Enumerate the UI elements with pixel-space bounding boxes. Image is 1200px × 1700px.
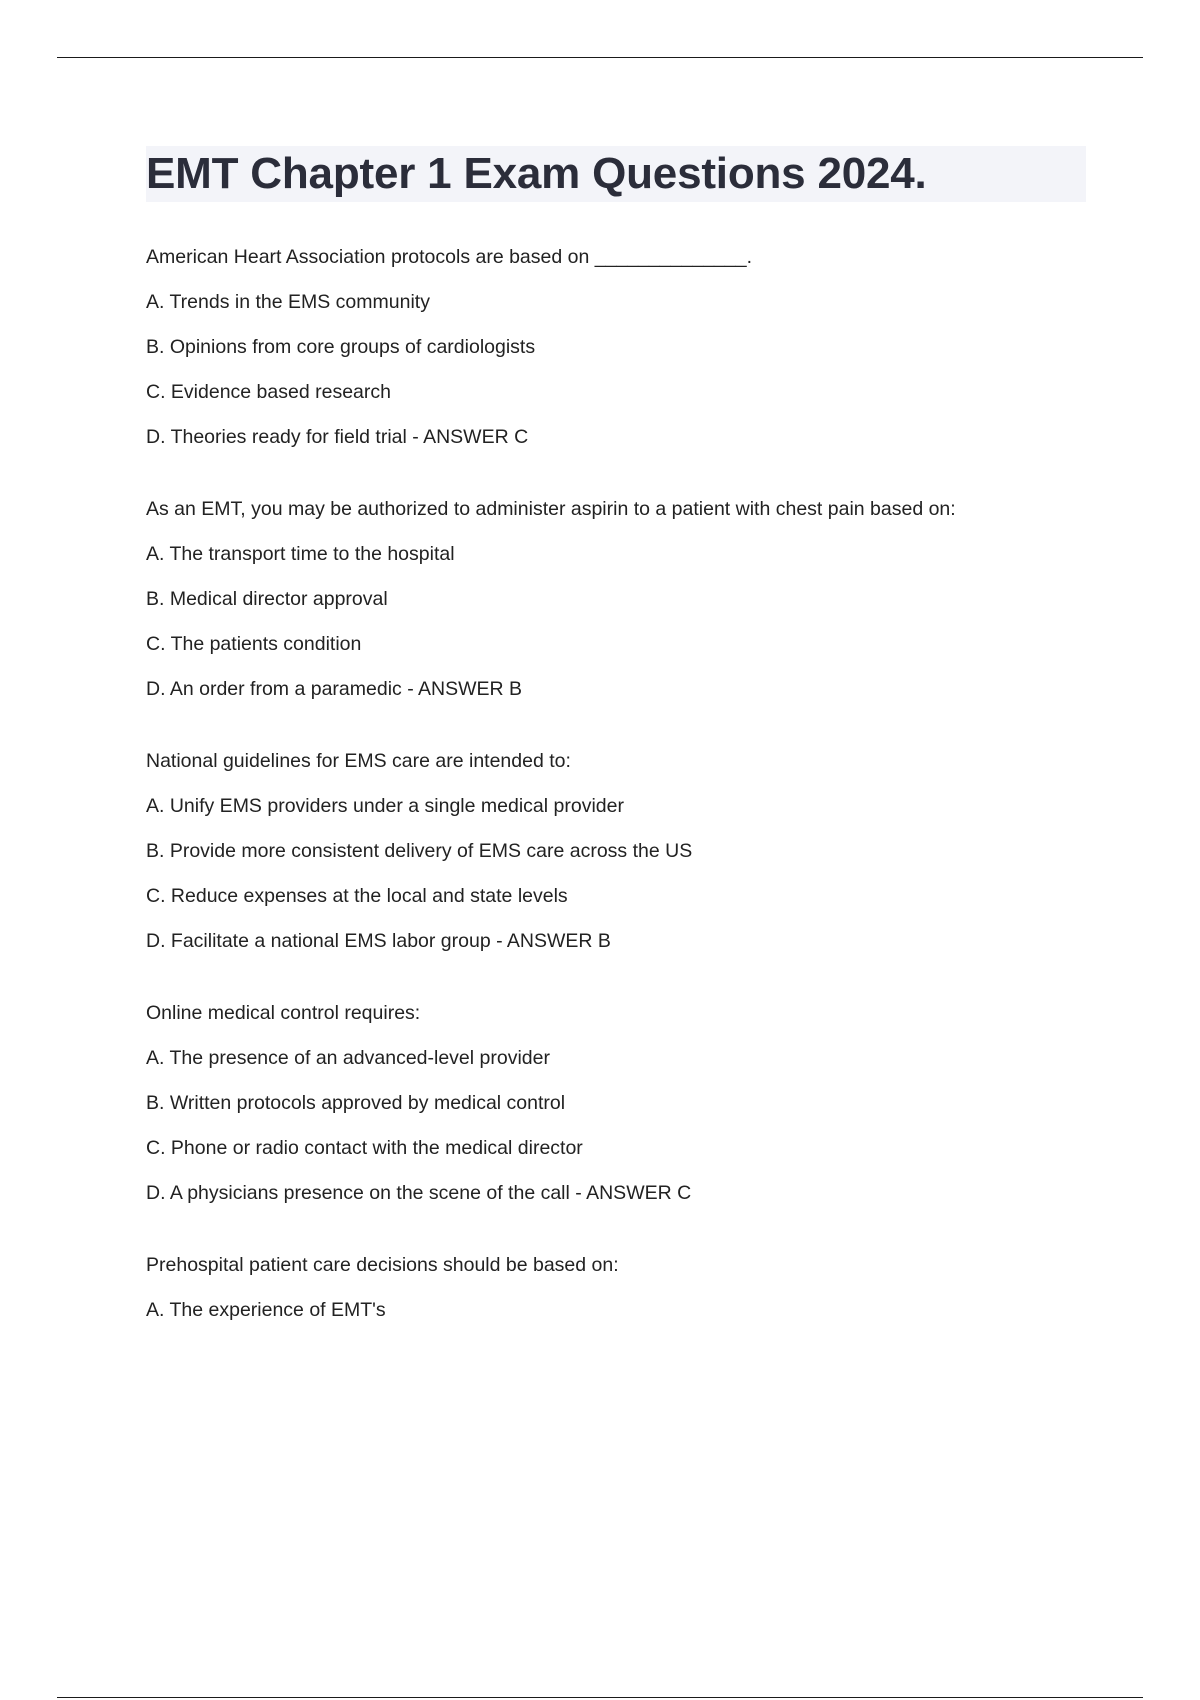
answer-option-b: B. Provide more consistent delivery of EMS care across the US — [146, 840, 693, 862]
answer-option-d: D. Facilitate a national EMS labor group - ANSWER B — [146, 930, 611, 952]
answer-option-a: A. The presence of an advanced-level provider — [146, 1047, 550, 1069]
answer-option-b: B. Opinions from core groups of cardiologists — [146, 336, 536, 358]
answer-option-d: D. Theories ready for field trial - ANSWER C — [146, 426, 529, 448]
answer-option-d: D. A physicians presence on the scene of the call - ANSWER C — [146, 1182, 692, 1204]
answer-option-a: A. Unify EMS providers under a single medical provider — [146, 795, 624, 817]
question-prompt: National guidelines for EMS care are intended to: — [146, 750, 571, 772]
question-prompt: As an EMT, you may be authorized to administer aspirin to a patient with chest pain based on: — [146, 498, 956, 520]
document-title: EMT Chapter 1 Exam Questions 2024. — [146, 149, 927, 198]
answer-option-c: C. Phone or radio contact with the medical director — [146, 1137, 583, 1159]
title-band — [146, 146, 1086, 202]
answer-option-a: A. Trends in the EMS community — [146, 291, 430, 313]
question-prompt: Prehospital patient care decisions should be based on: — [146, 1254, 619, 1276]
answer-option-c: C. Reduce expenses at the local and state levels — [146, 885, 568, 907]
bottom-rule — [57, 1697, 1143, 1698]
answer-option-b: B. Medical director approval — [146, 588, 388, 610]
answer-option-c: C. The patients condition — [146, 633, 362, 655]
top-rule — [57, 57, 1143, 58]
question-4 — [146, 1000, 1086, 1207]
question-2 — [146, 496, 1086, 703]
question-1 — [146, 244, 1086, 451]
answer-option-a: A. The experience of EMT's — [146, 1299, 386, 1321]
answer-option-c: C. Evidence based research — [146, 381, 391, 403]
question-list — [146, 244, 1086, 1324]
answer-option-a: A. The transport time to the hospital — [146, 543, 455, 565]
page-content — [146, 146, 1086, 1369]
answer-option-d: D. An order from a paramedic - ANSWER B — [146, 678, 523, 700]
question-3 — [146, 748, 1086, 955]
question-prompt: American Heart Association protocols are based on ______________. — [146, 246, 752, 268]
question-5 — [146, 1252, 1086, 1324]
question-prompt: Online medical control requires: — [146, 1002, 421, 1024]
answer-option-b: B. Written protocols approved by medical control — [146, 1092, 566, 1114]
